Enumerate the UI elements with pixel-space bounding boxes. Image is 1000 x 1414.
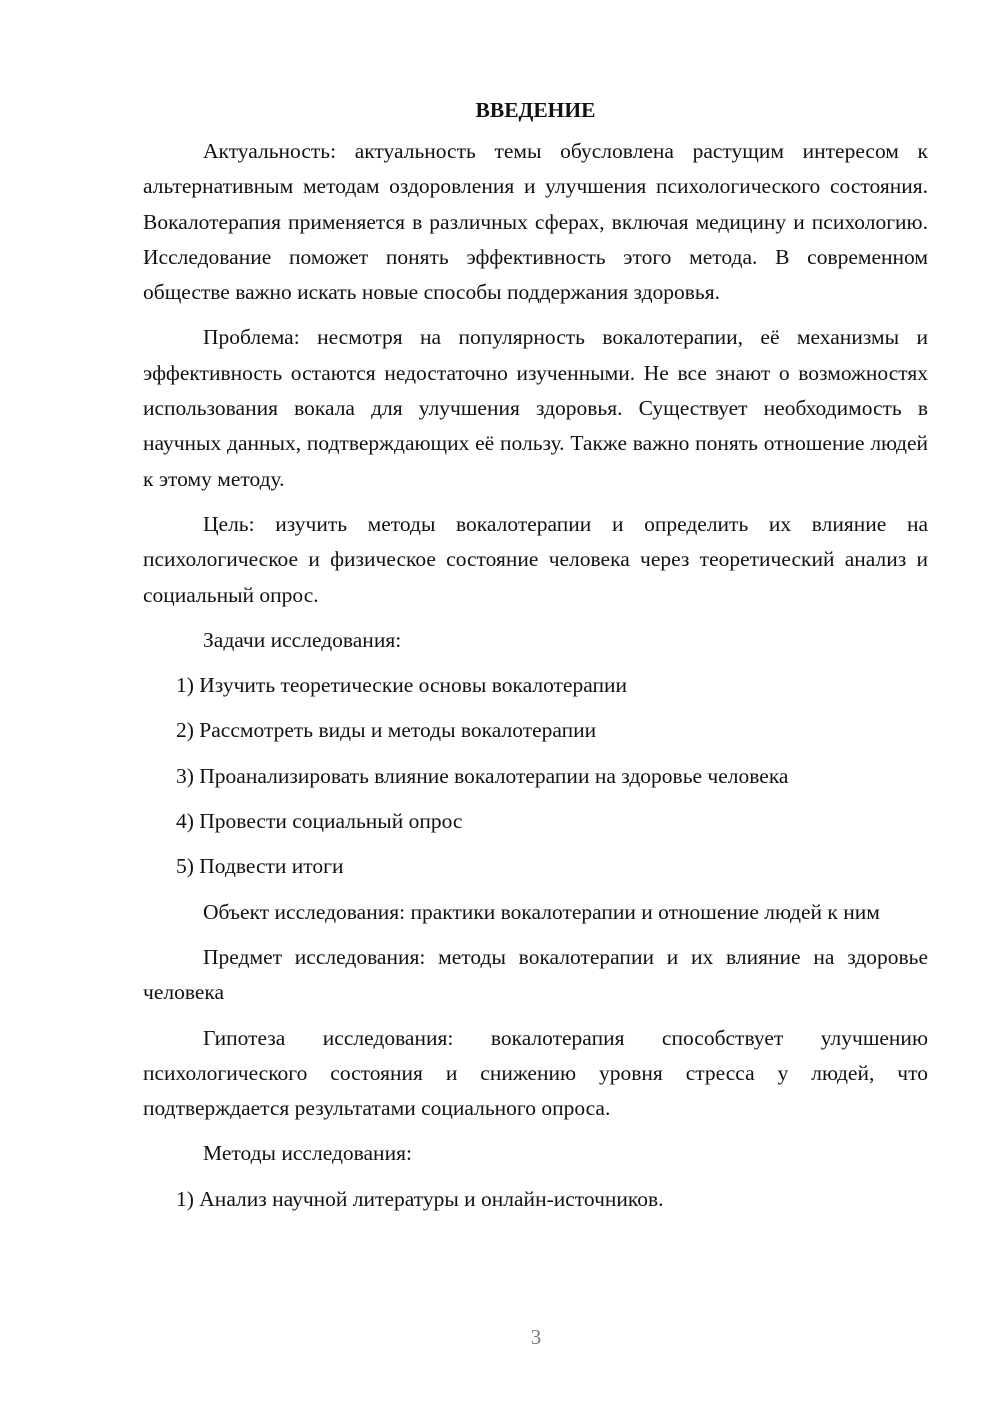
method-item: 1) Анализ научной литературы и онлайн-источников. <box>176 1186 664 1211</box>
tasks-heading: Задачи исследования: <box>203 627 402 652</box>
methods-heading: Методы исследования: <box>203 1141 412 1166</box>
task-item: 1) Изучить теоретические основы вокалотерапии <box>176 673 628 698</box>
task-item: 5) Подвести итоги <box>176 854 344 879</box>
document-page <box>143 92 928 1227</box>
task-item: 4) Провести социальный опрос <box>176 809 463 834</box>
goal-paragraph: Цель: изучить методы вокалотерапии и определить их влияние на психологическое и физическое состояние человека через теоретический анализ и социальный опрос. <box>143 511 928 607</box>
task-item: 2) Рассмотреть виды и методы вокалотерапии <box>176 718 597 743</box>
object-paragraph: Объект исследования: практики вокалотерапии и отношение людей к ним <box>203 899 880 924</box>
subject-paragraph: Предмет исследования: методы вокалотерапии и их влияние на здоровье человека <box>143 944 928 1005</box>
hypothesis-paragraph: Гипотеза исследования: вокалотерапия способствует улучшению психологического состояния и снижению уровня стресса у людей, что подтверждается результатами социального опроса. <box>143 1025 928 1121</box>
section-title: ВВЕДЕНИЕ <box>475 98 596 122</box>
task-item: 3) Проанализировать влияние вокалотерапии на здоровье человека <box>176 763 789 788</box>
problem-paragraph: Проблема: несмотря на популярность вокалотерапии, её механизмы и эффективность остаются недостаточно изученными. Не все знают о возможностях использования вокала для улучшения здоровья. Существует необходимость в научных данных, подтверждающих её пользу. Также важно понять отношение людей к этому методу. <box>143 325 928 491</box>
relevance-paragraph: Актуальность: актуальность темы обусловлена растущим интересом к альтернативным методам оздоровления и улучшения психологического состояния. Вокалотерапия применяется в различных сферах, включая медицину и психологию. Исследование поможет понять эффективность этого метода. В современном обществе важно искать новые способы поддержания здоровья. <box>143 139 928 305</box>
page-number: 3 <box>530 1325 542 1349</box>
